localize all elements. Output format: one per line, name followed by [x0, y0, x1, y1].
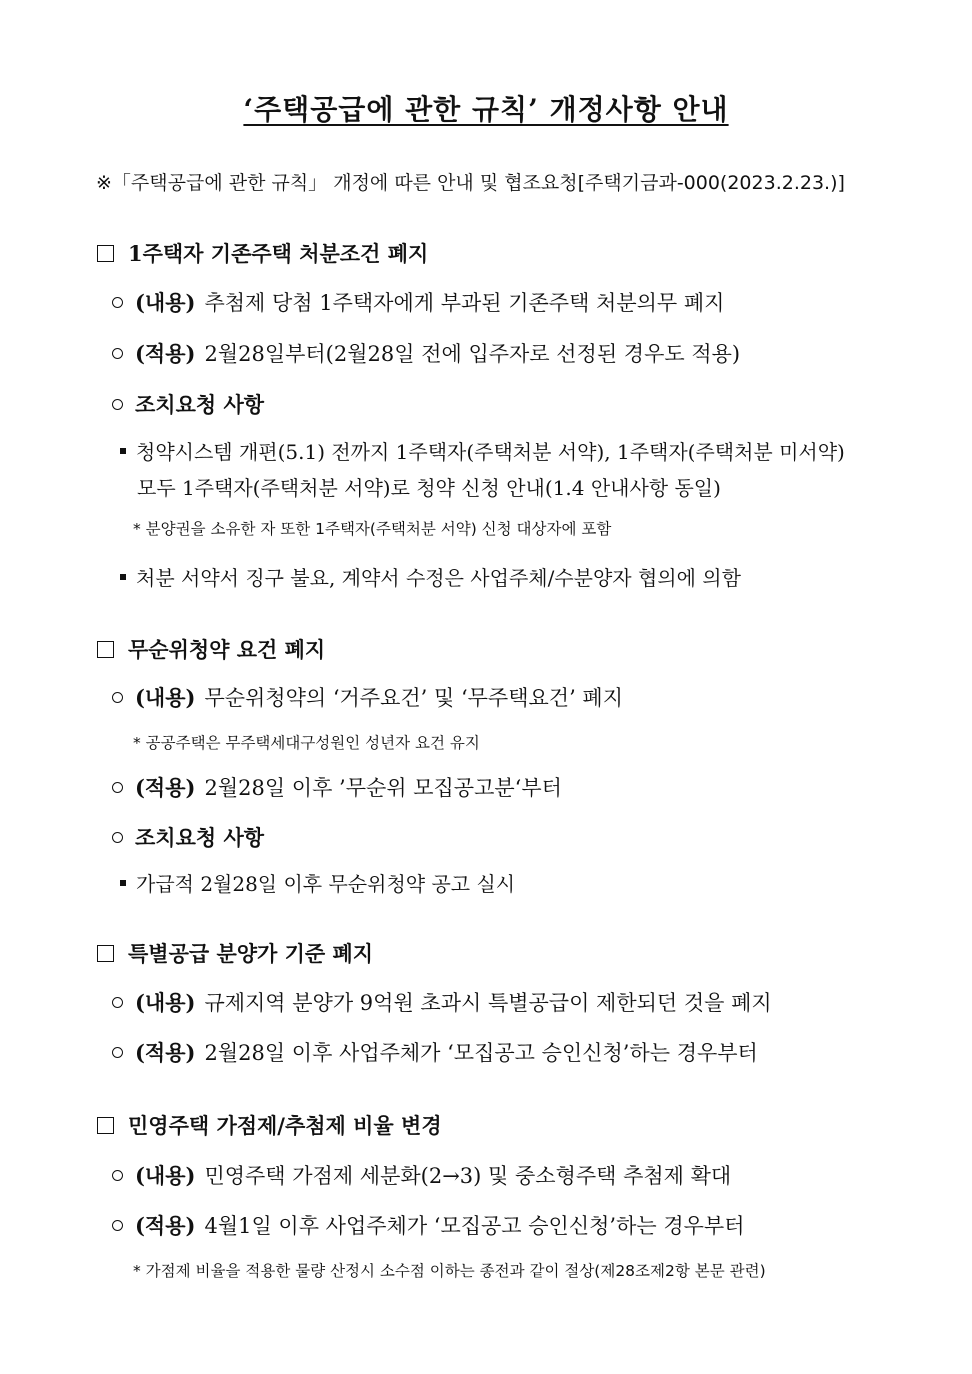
section-heading-4: 민영주택 가점제/추첨제 비율 변경	[97, 1110, 442, 1140]
section-2-action-heading: 조치요청 사항	[112, 822, 264, 852]
circle-bullet-icon	[112, 348, 123, 359]
section-4-apply-note: * 가점제 비율을 적용한 물량 산정시 소수점 이하는 종전과 같이 절상(제28조제2항 본문 관련)	[133, 1262, 766, 1280]
section-1-action-1-cont: 모두 1주택자(주택처분 서약)로 청약 신청 안내(1.4 안내사항 동일)	[137, 476, 721, 500]
section-3-content: (내용) 규제지역 분양가 9억원 초과시 특별공급이 제한되던 것을 폐지	[112, 987, 772, 1017]
section-1-action-2: 처분 서약서 징구 불요, 계약서 수정은 사업주체/수분양자 협의에 의함	[120, 562, 741, 591]
reference-line: ※「주택공급에 관한 규칙」 개정에 따른 안내 및 협조요청[주택기금과-000(2023.2.23.)]	[96, 172, 845, 194]
circle-bullet-icon	[112, 399, 123, 410]
checkbox-square-icon	[97, 641, 114, 658]
circle-bullet-icon	[112, 782, 123, 793]
section-4-content: (내용) 민영주택 가점제 세분화(2→3) 및 중소형주택 추첨제 확대	[112, 1160, 731, 1190]
section-2-action-1: 가급적 2월28일 이후 무순위청약 공고 실시	[120, 868, 515, 897]
square-bullet-icon	[120, 448, 126, 454]
circle-bullet-icon	[112, 1220, 123, 1231]
section-2-apply: (적용) 2월28일 이후 ’무순위 모집공고분‘부터	[112, 772, 562, 802]
section-heading-1: 1주택자 기존주택 처분조건 폐지	[97, 238, 428, 268]
section-1-apply: (적용) 2월28일부터(2월28일 전에 입주자로 선정된 경우도 적용)	[112, 338, 740, 368]
checkbox-square-icon	[97, 1117, 114, 1134]
section-heading-3: 특별공급 분양가 기준 폐지	[97, 938, 373, 968]
section-3-apply: (적용) 2월28일 이후 사업주체가 ‘모집공고 승인신청’하는 경우부터	[112, 1037, 758, 1067]
circle-bullet-icon	[112, 832, 123, 843]
section-1-action-1-note: * 분양권을 소유한 자 또한 1주택자(주택처분 서약) 신청 대상자에 포함	[133, 520, 612, 538]
square-bullet-icon	[120, 880, 126, 886]
section-1-action-1: 청약시스템 개편(5.1) 전까지 1주택자(주택처분 서약), 1주택자(주택처분 미서약)	[120, 436, 845, 465]
section-heading-2: 무순위청약 요건 폐지	[97, 634, 325, 664]
checkbox-square-icon	[97, 245, 114, 262]
circle-bullet-icon	[112, 297, 123, 308]
section-2-content: (내용) 무순위청약의 ‘거주요건’ 및 ‘무주택요건’ 폐지	[112, 682, 623, 712]
square-bullet-icon	[120, 574, 126, 580]
circle-bullet-icon	[112, 1170, 123, 1181]
circle-bullet-icon	[112, 997, 123, 1008]
section-1-content: (내용) 추첨제 당첨 1주택자에게 부과된 기존주택 처분의무 폐지	[112, 287, 724, 317]
circle-bullet-icon	[112, 1047, 123, 1058]
section-1-action-heading: 조치요청 사항	[112, 389, 264, 419]
section-4-apply: (적용) 4월1일 이후 사업주체가 ‘모집공고 승인신청’하는 경우부터	[112, 1210, 744, 1240]
document-title: ‘주택공급에 관한 규칙’ 개정사항 안내	[243, 93, 729, 126]
section-2-content-note: * 공공주택은 무주택세대구성원인 성년자 요건 유지	[133, 734, 480, 752]
checkbox-square-icon	[97, 945, 114, 962]
circle-bullet-icon	[112, 692, 123, 703]
